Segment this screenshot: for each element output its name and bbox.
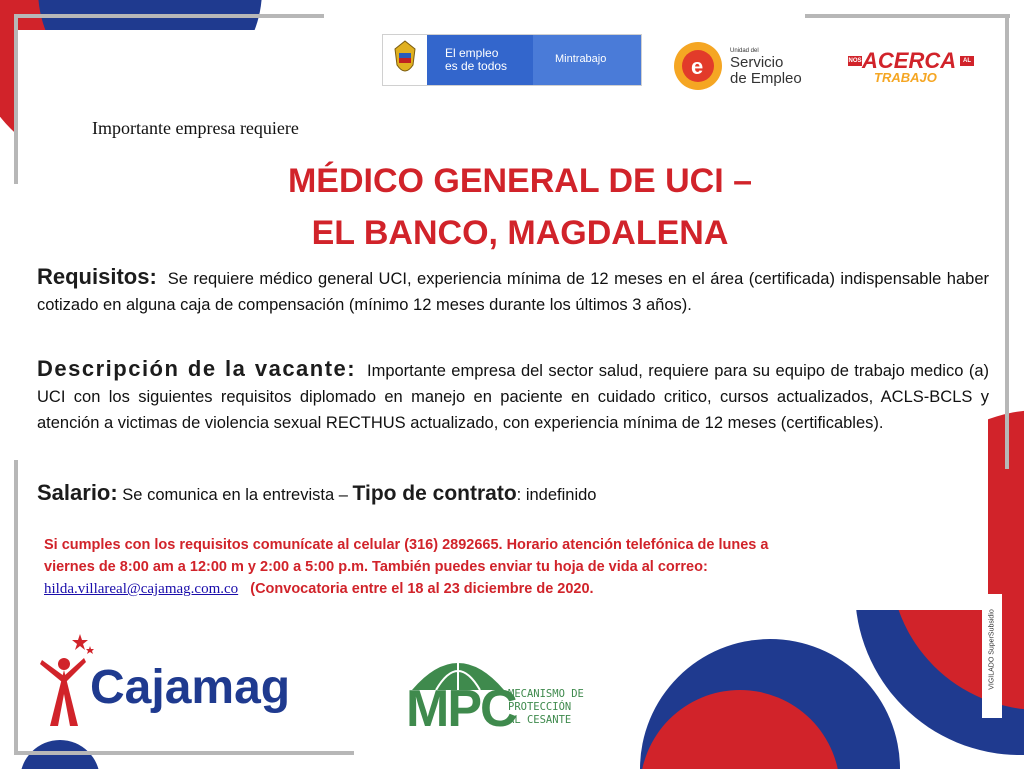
salario-label: Salario: [37, 480, 111, 505]
servicio-empleo-icon: [672, 38, 726, 98]
contrato-value: : indefinido: [516, 486, 597, 504]
cajamag-logo: [36, 630, 326, 730]
contrato-label: Tipo de contrato: [352, 482, 517, 505]
mpc-letters: MPC: [406, 680, 516, 738]
mpc-logo: [404, 624, 594, 744]
cajamag-text: Cajamag: [90, 661, 291, 714]
mpc-text: [508, 688, 584, 727]
requisitos-colon: :: [149, 264, 157, 289]
intro-text: Importante empresa requiere: [92, 118, 299, 138]
acerca-trabajo-logo: [848, 48, 976, 92]
email-link[interactable]: hilda.villareal@cajamag.com.co: [44, 581, 239, 597]
acerca-nos: NOS: [848, 58, 862, 64]
acerca-main: ACERCA: [862, 48, 957, 73]
requisitos-text: Se requiere médico general UCI, experiencia mínima de 12 meses en el área (certificada) indispensable haber cotizado en alguna caja de compensación (mínimo 12 meses durante los últimos 3 años).: [37, 270, 989, 314]
descripcion-text: Importante empresa del sector salud, requiere para su equipo de trabajo medico (a) UCI con los siguientes requisitos diplomado en manejo en paciente en cuidado critico, cursos actualizados, ACLS-BCLS y atención a victimas de violencia sexual RECTHUS actualizado, con experiencia mínima de 12 meses (certificables).: [37, 362, 989, 432]
frame-right-side: [1005, 14, 1010, 469]
gov-logo-left: [383, 35, 533, 85]
content-panel: [18, 30, 988, 610]
svg-text:e: e: [691, 54, 704, 79]
salario-block: [37, 480, 937, 506]
mpc-line2: PROTECCIÓN: [508, 701, 572, 713]
gov-line2: es de todos: [445, 59, 508, 73]
cajamag-figure-icon: [36, 630, 96, 730]
servicio-small: Unidad del: [730, 48, 759, 54]
convocatoria-text: (Convocatoria entre el 18 al 23 diciembre de 2020.: [250, 581, 594, 597]
coat-of-arms-icon: [383, 35, 427, 85]
servicio-line1: Servicio: [730, 54, 784, 71]
acerca-trabajo: TRABAJO: [874, 70, 937, 85]
salario-colon: :: [110, 480, 118, 505]
acerca-al: AL: [960, 56, 974, 66]
mpc-line1: MECANISMO DE: [508, 688, 584, 700]
mpc-line3: AL CESANTE: [508, 714, 572, 726]
salario-text: Se comunica en la entrevista –: [122, 486, 348, 504]
supersubsidio-text: VIGILADO SuperSubsidio: [988, 609, 996, 690]
contact-block: [44, 534, 944, 600]
job-title-line1: MÉDICO GENERAL DE UCI –: [287, 162, 753, 200]
contact-line2: viernes de 8:00 am a 12:00 m y 2:00 a 5:00 p.m. También puedes enviar tu hoja de vida al correo:: [44, 559, 708, 575]
frame-bottom: [14, 751, 354, 756]
gov-line1: El empleo: [445, 46, 499, 60]
contact-line3: [44, 578, 944, 600]
gov-logo: [382, 34, 642, 86]
servicio-line2: de Empleo: [730, 70, 802, 87]
job-title-line2: EL BANCO, MAGDALENA: [311, 214, 729, 252]
frame-right-top: [805, 14, 1010, 19]
requisitos-block: [37, 264, 989, 318]
gov-ministry: Mintrabajo: [555, 53, 607, 65]
requisitos-label: Requisitos: [37, 264, 150, 289]
gov-logo-right: [533, 35, 641, 85]
servicio-empleo-logo: [672, 38, 822, 98]
contact-line1: Si cumples con los requisitos comunícate al celular (316) 2892665. Horario atención telefónica de lunes a: [44, 537, 769, 553]
supersubsidio-badge: [982, 594, 1002, 718]
frame-left-top: [14, 14, 324, 19]
descripcion-label: Descripción de la vacante:: [37, 356, 357, 381]
descripcion-block: [37, 356, 989, 436]
